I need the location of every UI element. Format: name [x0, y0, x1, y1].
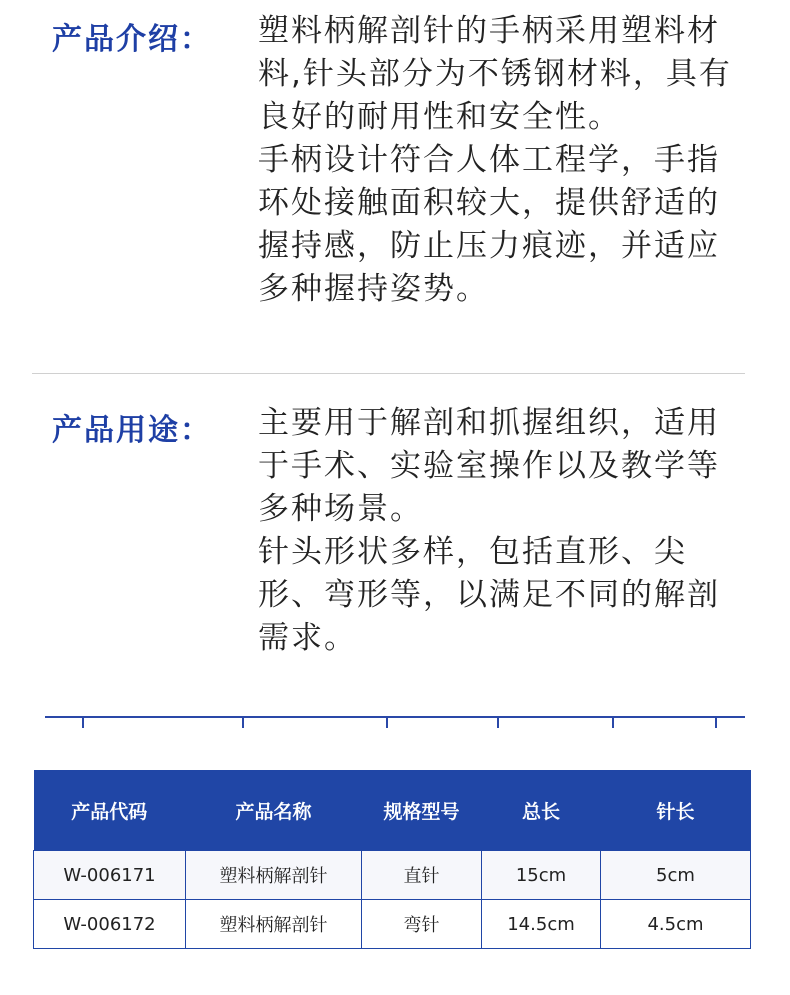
cell-code: W-006172	[34, 900, 186, 949]
table-header-row	[34, 770, 751, 851]
cell-spec: 弯针	[362, 900, 482, 949]
intro-paragraph: 塑料柄解剖针的手柄采用塑料材料,针头部分为不锈钢材料，具有良好的耐用性和安全性。	[258, 13, 732, 135]
ruler-line	[45, 716, 745, 718]
cell-total-length: 15cm	[482, 851, 601, 900]
usage-label: 产品用途：	[52, 413, 212, 448]
cell-needle-length: 5cm	[601, 851, 751, 900]
intro-label: 产品介绍：	[52, 22, 212, 57]
cell-code: W-006171	[34, 851, 186, 900]
usage-paragraph: 主要用于解剖和抓握组织，适用于手术、实验室操作以及教学等多种场景。	[258, 405, 720, 527]
header-name: 产品名称	[186, 770, 362, 851]
intro-paragraph: 手柄设计符合人体工程学，手指环处接触面积较大，提供舒适的握持感，防止压力痕迹，并适应多种握持姿势。	[258, 142, 720, 307]
header-needle-length: 针长	[601, 770, 751, 851]
ruler-tick	[82, 716, 84, 728]
header-code: 产品代码	[34, 770, 186, 851]
cell-spec: 直针	[362, 851, 482, 900]
table-row	[34, 900, 751, 949]
cell-needle-length: 4.5cm	[601, 900, 751, 949]
header-spec: 规格型号	[362, 770, 482, 851]
ruler-tick	[497, 716, 499, 728]
cell-name: 塑料柄解剖针	[186, 900, 362, 949]
ruler-tick	[715, 716, 717, 728]
decorative-ruler	[45, 716, 745, 728]
section-divider	[32, 373, 745, 374]
table-row	[34, 851, 751, 900]
ruler-tick	[386, 716, 388, 728]
cell-total-length: 14.5cm	[482, 900, 601, 949]
spec-table	[33, 770, 751, 949]
ruler-tick	[242, 716, 244, 728]
ruler-tick	[612, 716, 614, 728]
usage-paragraph: 针头形状多样，包括直形、尖形、弯形等，以满足不同的解剖需求。	[258, 534, 720, 656]
intro-body	[258, 10, 748, 311]
usage-body	[258, 402, 748, 660]
header-total-length: 总长	[482, 770, 601, 851]
cell-name: 塑料柄解剖针	[186, 851, 362, 900]
